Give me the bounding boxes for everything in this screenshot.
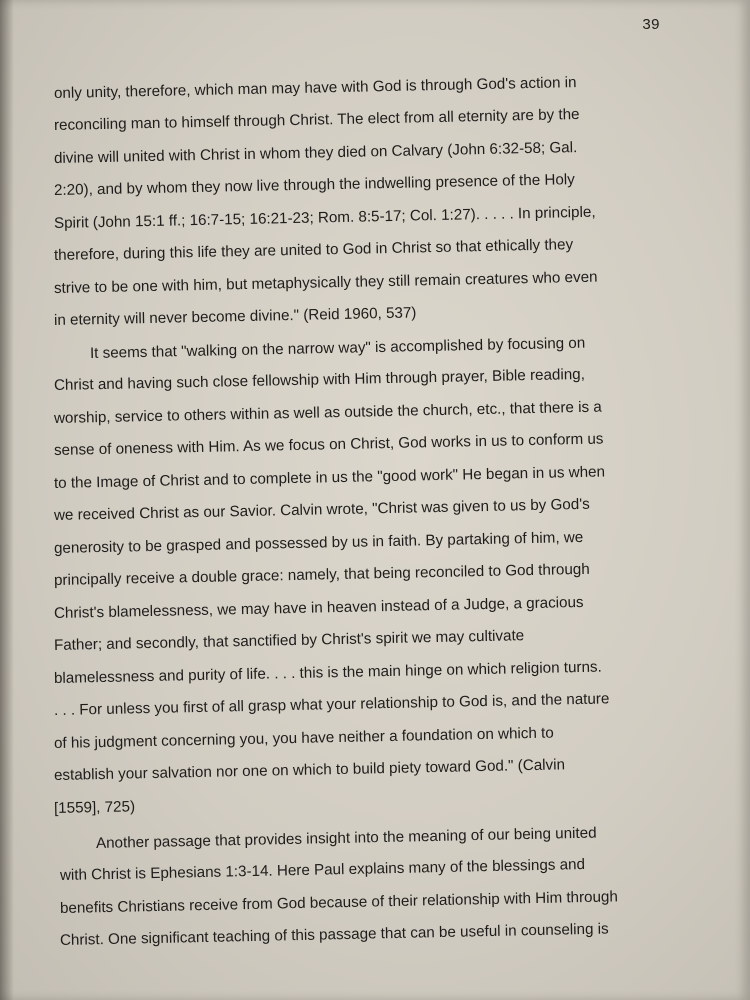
text-line: Father; and secondly, that sanctified by Christ's spirit we may cultivate bbox=[53, 627, 525, 654]
text-line: only unity, therefore, which man may have with God is through God's action in bbox=[53, 74, 577, 102]
paragraph-start-line: It seems that "walking on the narrow way" is accomplished by focusing on bbox=[89, 334, 586, 362]
text-line: benefits Christians receive from God because of their relationship with Him through bbox=[59, 888, 619, 917]
text-line: establish your salvation nor one on which to build piety toward God." (Calvin bbox=[53, 756, 566, 784]
text-line: Christ's blamelessness, we may have in heaven instead of a Judge, a gracious bbox=[53, 593, 584, 622]
text-line: blamelessness and purity of life. . . . this is the main hinge on which religion turns. bbox=[53, 658, 602, 687]
text-line: in eternity will never become divine." (Reid 1960, 537) bbox=[53, 304, 417, 329]
text-line: 2:20), and by whom they now live through the indwelling presence of the Holy bbox=[53, 171, 575, 199]
text-line: strive to be one with him, but metaphysically they still remain creatures who even bbox=[53, 268, 598, 297]
text-line: with Christ is Ephesians 1:3-14. Here Paul explains many of the blessings and bbox=[59, 856, 586, 884]
text-line: Christ. One significant teaching of this passage that can be useful in counseling is bbox=[59, 920, 609, 949]
text-line: to the Image of Christ and to complete in us the "good work" He began in us when bbox=[53, 463, 606, 492]
page-number: 39 bbox=[642, 16, 660, 33]
text-line: . . . For unless you first of all grasp what your relationship to God is, and the nature bbox=[53, 690, 610, 719]
text-line: of his judgment concerning you, you have neither a foundation on which to bbox=[53, 724, 554, 752]
text-line: Spirit (John 15:1 ff.; 16:7-15; 16:21-23; Rom. 8:5-17; Col. 1:27). . . . . In principle, bbox=[53, 203, 596, 232]
text-line: generosity to be grasped and possessed by us in faith. By partaking of him, we bbox=[53, 528, 584, 557]
text-line: [1559], 725) bbox=[53, 798, 136, 817]
paragraph-start-line: Another passage that provides insight into the meaning of our being united bbox=[95, 824, 597, 852]
text-line: sense of oneness with Him. As we focus on Christ, God works in us to conform us bbox=[53, 430, 604, 459]
text-line: worship, service to others within as well as outside the church, etc., that there is a bbox=[53, 398, 602, 427]
text-line: divine will united with Christ in whom they died on Calvary (John 6:32-58; Gal. bbox=[53, 139, 578, 167]
text-line: Christ and having such close fellowship with Him through prayer, Bible reading, bbox=[53, 365, 586, 394]
text-line: principally receive a double grace: namely, that being reconciled to God through bbox=[53, 560, 590, 589]
text-line: we received Christ as our Savior. Calvin wrote, "Christ was given to us by God's bbox=[53, 495, 590, 524]
text-line: therefore, during this life they are united to God in Christ so that ethically they bbox=[53, 236, 574, 264]
text-line: reconciling man to himself through Christ. The elect from all eternity are by the bbox=[53, 105, 580, 134]
